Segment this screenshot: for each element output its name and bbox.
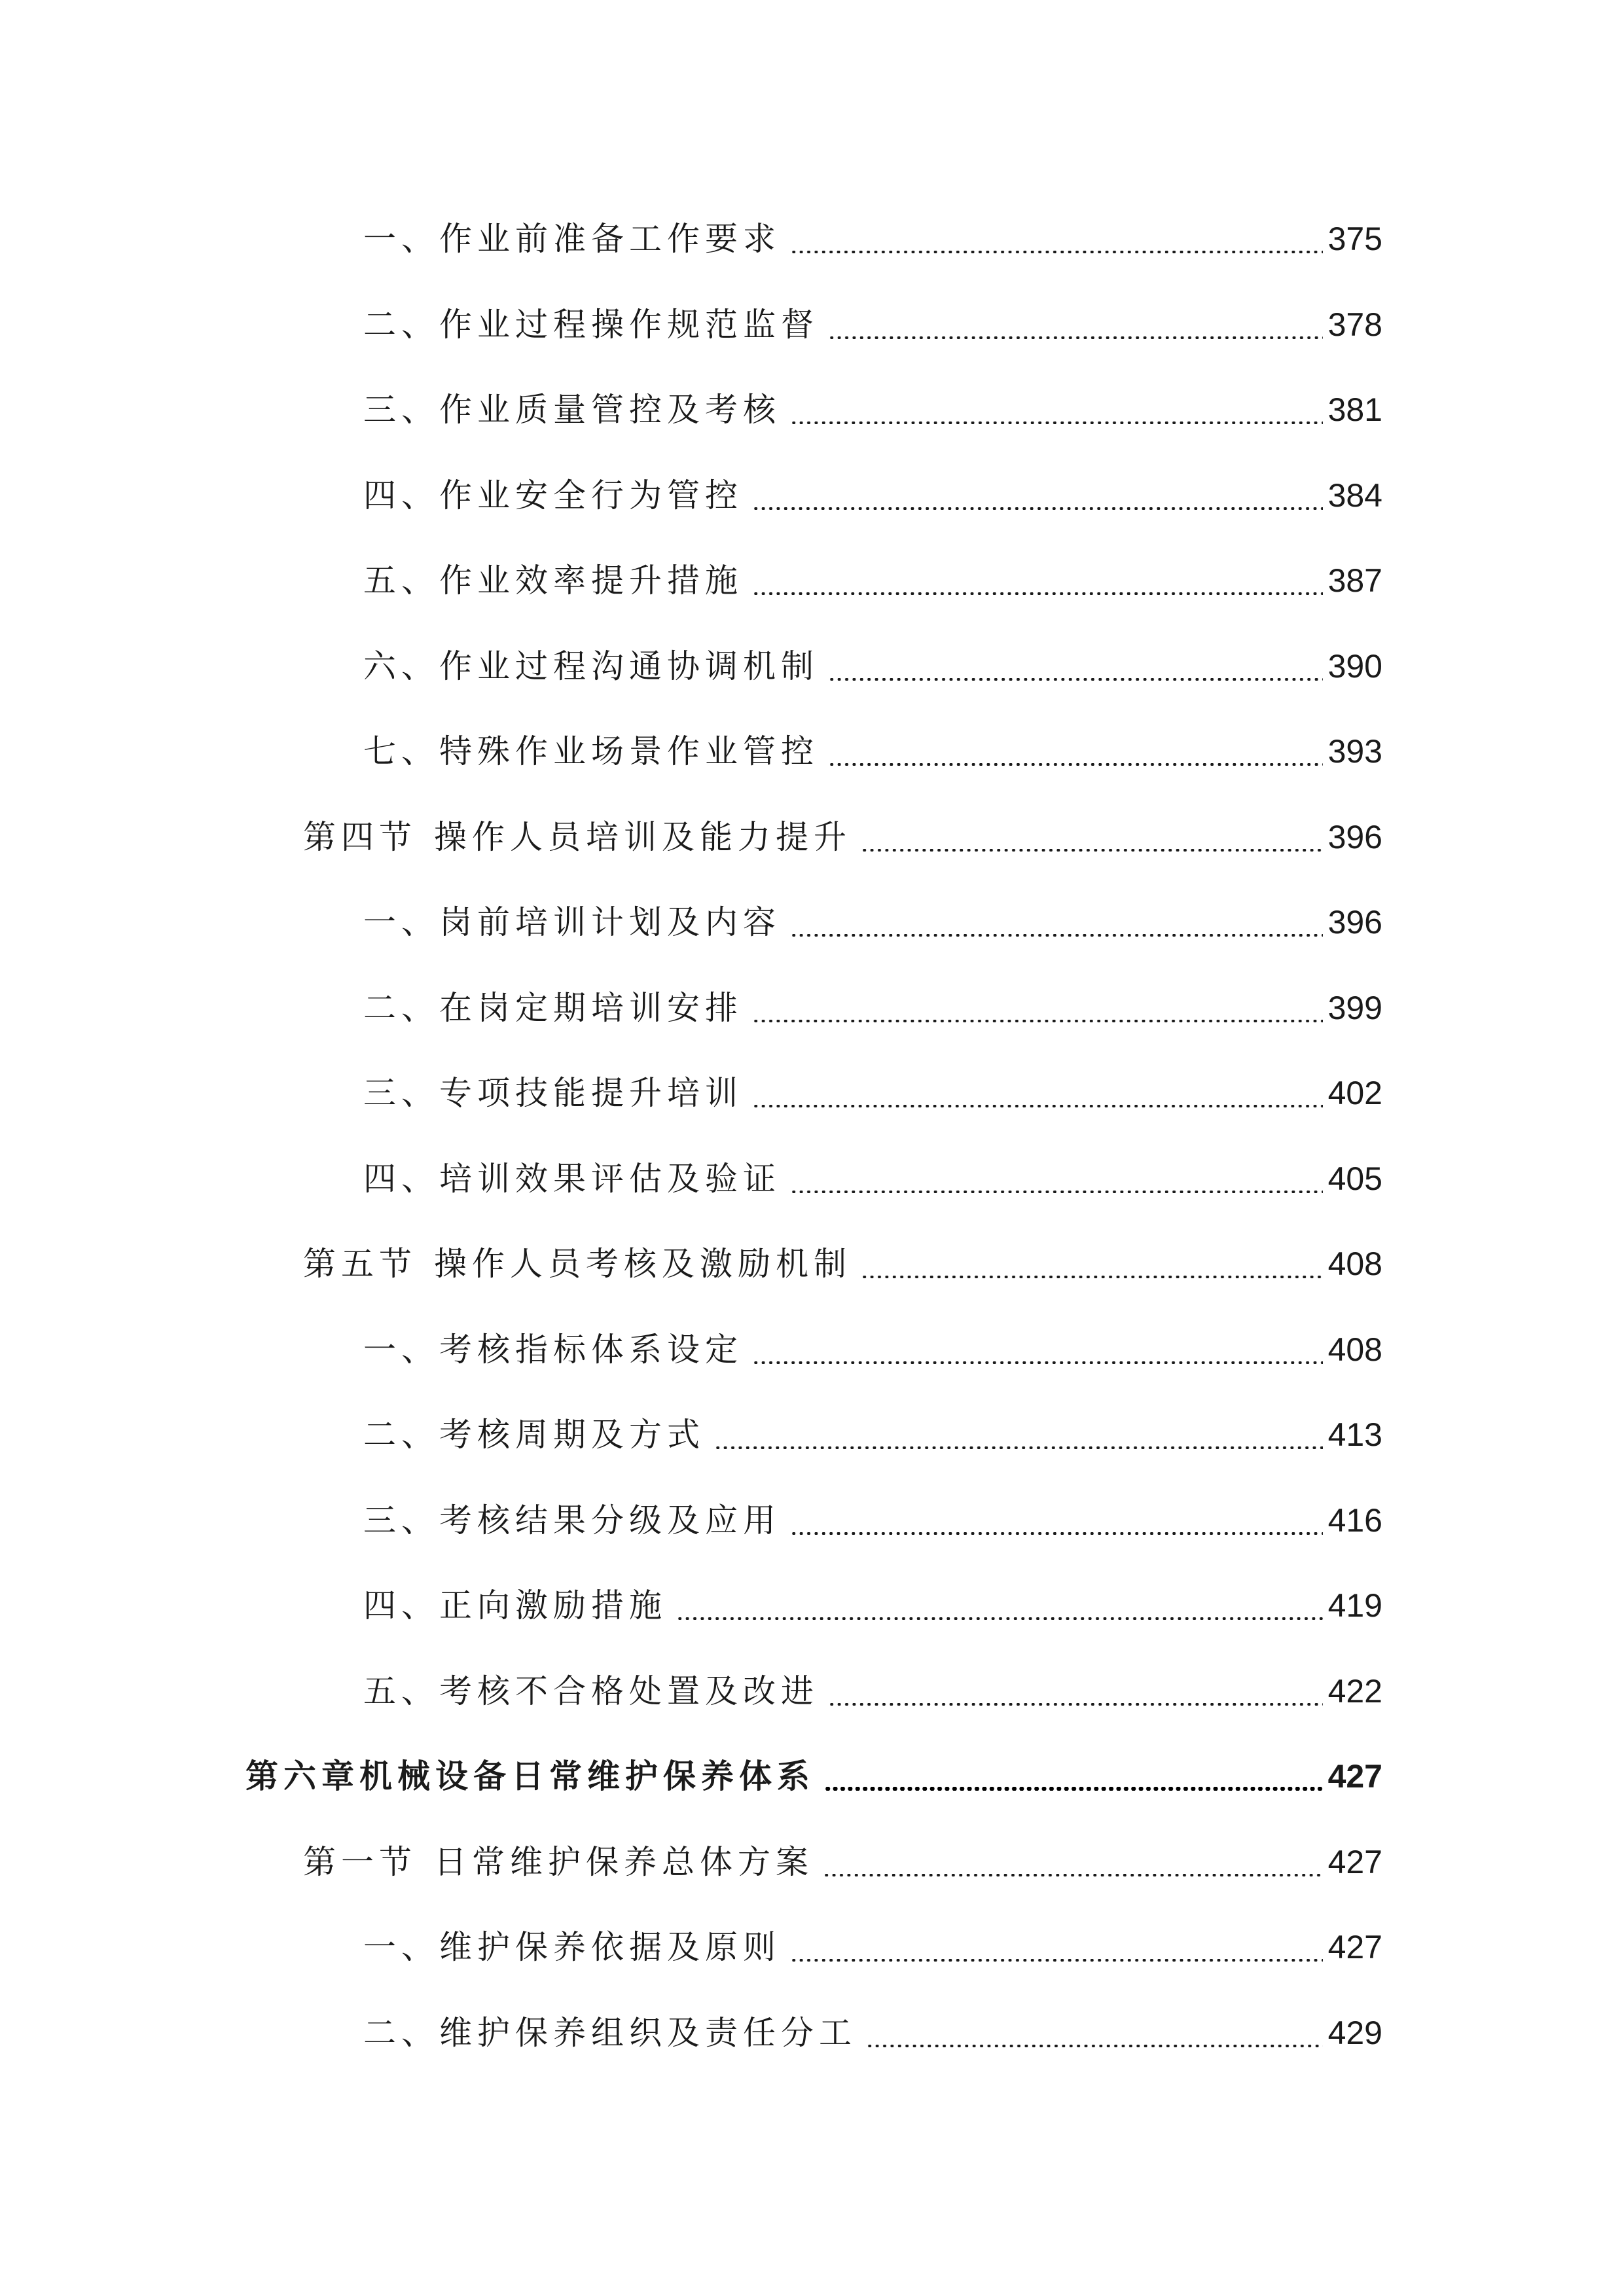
- toc-entry-text: 考核结果分级及应用: [439, 1501, 781, 1539]
- toc-entry-title: [363, 1921, 781, 1973]
- dot-leader: [752, 592, 1323, 595]
- toc-entry-number: 第六章: [245, 1757, 359, 1795]
- toc-entry-page-number: 405: [1327, 1160, 1382, 1197]
- dot-leader: [828, 678, 1323, 681]
- dot-leader: [823, 1874, 1323, 1876]
- toc-entry-page-number: 399: [1327, 989, 1382, 1026]
- toc-entry-number: 三、: [363, 391, 439, 429]
- toc-entry-number: 四、: [363, 1159, 439, 1198]
- toc-entry-text: 专项技能提升培训: [439, 1074, 743, 1112]
- toc-entry-title: [303, 1238, 852, 1290]
- toc-entry[interactable]: [0, 384, 1624, 436]
- toc-entry[interactable]: [0, 213, 1624, 265]
- toc-entry-title: [363, 1153, 781, 1205]
- toc-entry-text: 作业质量管控及考核: [439, 391, 781, 429]
- toc-entry-text: 作业安全行为管控: [439, 476, 743, 514]
- dot-leader: [714, 1446, 1323, 1449]
- toc-entry-title: [363, 384, 781, 436]
- toc-entry[interactable]: [0, 1238, 1624, 1290]
- toc-entry-page-number: 429: [1327, 2014, 1382, 2051]
- toc-entry-page-number: 390: [1327, 647, 1382, 685]
- toc-entry[interactable]: [0, 1579, 1624, 1632]
- toc-entry-number: 二、: [363, 1416, 439, 1454]
- toc-entry[interactable]: [0, 1408, 1624, 1461]
- dot-leader: [752, 1020, 1323, 1022]
- toc-entry-text: 考核周期及方式: [439, 1416, 705, 1454]
- toc-entry-text: 作业过程操作规范监督: [439, 305, 819, 344]
- toc-entry[interactable]: [0, 298, 1624, 351]
- toc-entry-title: [363, 298, 819, 351]
- toc-entry-text: 维护保养依据及原则: [439, 1928, 781, 1966]
- dot-leader: [790, 1959, 1323, 1962]
- dot-leader: [752, 1361, 1323, 1364]
- toc-entry-page-number: 378: [1327, 306, 1382, 343]
- toc-entry-number: 六、: [363, 647, 439, 685]
- toc-entry[interactable]: [0, 1665, 1624, 1717]
- toc-entry-page-number: 427: [1327, 1843, 1382, 1880]
- toc-entry-text: 在岗定期培训安排: [439, 988, 743, 1027]
- toc-entry-number: 一、: [363, 1928, 439, 1966]
- toc-entry-title: [363, 469, 743, 522]
- toc-entry-text: 培训效果评估及验证: [439, 1159, 781, 1198]
- dot-leader: [790, 1191, 1323, 1193]
- toc-entry-page-number: 375: [1327, 221, 1382, 257]
- toc-entry-text: 机械设备日常维护保养体系: [359, 1757, 815, 1795]
- toc-entry-number: 二、: [363, 988, 439, 1027]
- toc-entry[interactable]: [0, 640, 1624, 692]
- toc-entry-text: 操作人员培训及能力提升: [434, 817, 852, 856]
- toc-entry-number: 一、: [363, 1330, 439, 1369]
- dot-leader: [790, 251, 1323, 253]
- dot-leader: [828, 763, 1323, 766]
- toc-entry-title: [363, 640, 819, 692]
- toc-entry[interactable]: [0, 1153, 1624, 1205]
- dot-leader: [790, 934, 1323, 937]
- toc-entry-page-number: 387: [1327, 562, 1382, 599]
- dot-leader: [752, 1105, 1323, 1107]
- toc-entry-number: 二、: [363, 305, 439, 344]
- toc-entry[interactable]: [0, 896, 1624, 948]
- toc-entry-text: 日常维护保养总体方案: [434, 1842, 814, 1881]
- toc-entry[interactable]: [0, 1921, 1624, 1973]
- toc-entry[interactable]: [0, 1750, 1624, 1803]
- toc-entry-number: 三、: [363, 1074, 439, 1112]
- dot-leader: [861, 1276, 1323, 1278]
- toc-entry[interactable]: [0, 1323, 1624, 1376]
- toc-entry-title: [363, 2007, 857, 2059]
- toc-entry-text: 考核不合格处置及改进: [439, 1672, 819, 1710]
- toc-entry-number: 第五节: [303, 1245, 417, 1283]
- toc-entry-text: 作业效率提升措施: [439, 562, 743, 600]
- toc-entry-text: 操作人员考核及激励机制: [434, 1245, 852, 1283]
- toc-entry-number: 四、: [363, 476, 439, 514]
- toc-entry-number: 第一节: [303, 1842, 417, 1881]
- toc-entry-title: [363, 1067, 743, 1119]
- toc-entry-page-number: 408: [1327, 1331, 1382, 1368]
- toc-entry-number: 三、: [363, 1501, 439, 1539]
- toc-entry-page-number: 427: [1327, 1929, 1382, 1965]
- toc-entry[interactable]: [0, 1494, 1624, 1547]
- dot-leader: [790, 422, 1323, 424]
- toc-entry-title: [363, 896, 781, 948]
- toc-entry-title: [363, 1408, 705, 1461]
- toc-entry[interactable]: [0, 1067, 1624, 1119]
- toc-entry-page-number: 416: [1327, 1501, 1382, 1539]
- toc-entry-text: 考核指标体系设定: [439, 1330, 743, 1369]
- toc-entry-title: [363, 982, 743, 1034]
- toc-entry-title: [363, 1579, 667, 1632]
- toc-entry-title: [363, 554, 743, 607]
- toc-entry-title: [303, 1836, 814, 1888]
- dot-leader: [866, 2045, 1323, 2047]
- toc-entry[interactable]: [0, 2007, 1624, 2059]
- toc-entry-page-number: 402: [1327, 1075, 1382, 1111]
- toc-entry[interactable]: [0, 811, 1624, 863]
- toc-entry[interactable]: [0, 469, 1624, 522]
- toc-entry[interactable]: [0, 1836, 1624, 1888]
- toc-entry-text: 正向激励措施: [439, 1587, 667, 1624]
- toc-entry-page-number: 396: [1327, 818, 1382, 855]
- toc-entry[interactable]: [0, 725, 1624, 778]
- toc-entry-number: 一、: [363, 903, 439, 941]
- dot-leader: [828, 336, 1323, 339]
- toc-entry-number: 七、: [363, 732, 439, 770]
- toc-entry-number: 五、: [363, 1672, 439, 1710]
- toc-entry-text: 作业过程沟通协调机制: [439, 647, 819, 685]
- toc-entry-number: 四、: [363, 1587, 439, 1624]
- toc-entry-number: 第四节: [303, 817, 417, 856]
- toc-entry-title: [363, 1323, 743, 1376]
- toc-entry-title: [363, 1494, 781, 1547]
- toc-entry-text: 特殊作业场景作业管控: [439, 732, 819, 770]
- toc-entry[interactable]: [0, 982, 1624, 1034]
- toc-entry-text: 作业前准备工作要求: [439, 220, 781, 258]
- toc-entry-page-number: 413: [1327, 1416, 1382, 1453]
- toc-entry-page-number: 381: [1327, 391, 1382, 428]
- toc-entry[interactable]: [0, 554, 1624, 607]
- dot-leader: [790, 1532, 1323, 1535]
- toc-entry-number: 一、: [363, 220, 439, 258]
- toc-entry-number: 五、: [363, 562, 439, 600]
- toc-entry-title: [303, 811, 852, 863]
- toc-entry-page-number: 384: [1327, 476, 1382, 514]
- toc-entry-title: [363, 213, 781, 265]
- dot-leader: [824, 1786, 1323, 1791]
- toc-entry-page-number: 419: [1327, 1587, 1382, 1624]
- toc-entry-page-number: 422: [1327, 1672, 1382, 1710]
- dot-leader: [861, 849, 1323, 852]
- toc-entry-page-number: 427: [1327, 1758, 1382, 1795]
- toc-entry-title: [363, 725, 819, 778]
- toc-entry-text: 维护保养组织及责任分工: [439, 2013, 857, 2052]
- toc-entry-page-number: 396: [1327, 904, 1382, 941]
- dot-leader: [828, 1703, 1323, 1706]
- toc-entry-page-number: 393: [1327, 733, 1382, 770]
- dot-leader: [752, 507, 1323, 510]
- toc-entry-number: 二、: [363, 2013, 439, 2052]
- toc-entry-title: [363, 1665, 819, 1717]
- toc-entry-text: 岗前培训计划及内容: [439, 903, 781, 941]
- dot-leader: [676, 1617, 1323, 1620]
- toc-entry-title: [245, 1750, 815, 1803]
- toc-entry-page-number: 408: [1327, 1246, 1382, 1282]
